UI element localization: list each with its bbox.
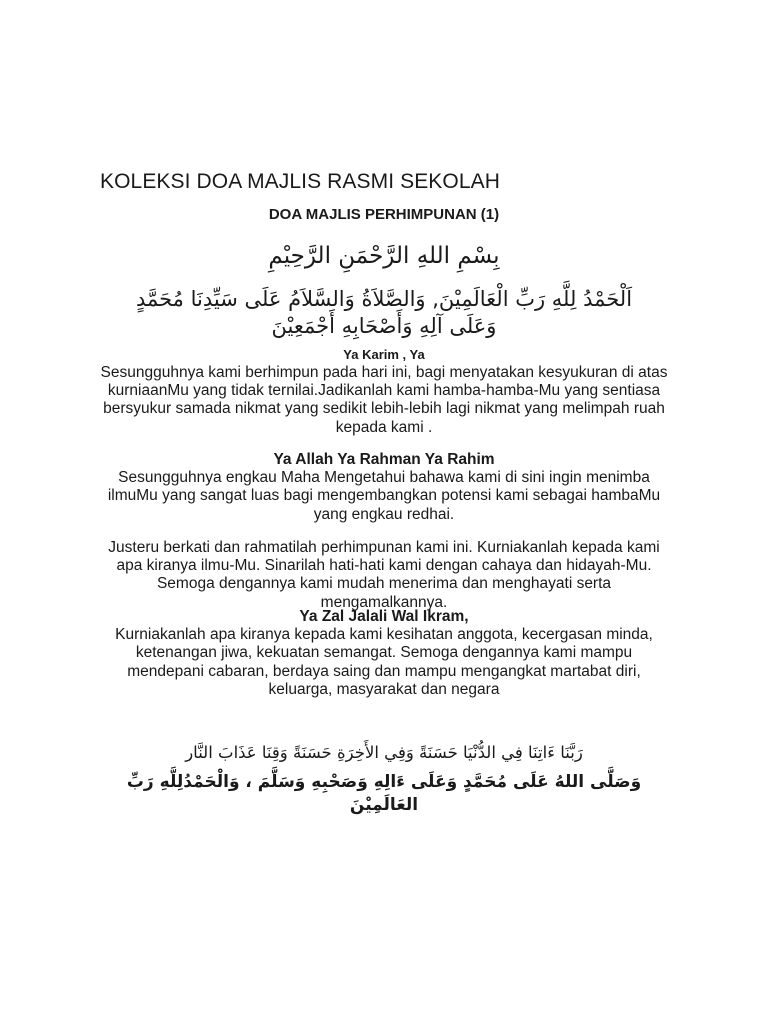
section-body: Sesungguhnya kami berhimpun pada hari ini, bagi menyatakan kesyukuran di atas kurniaanMu yang tidak ternilai.Jadikanlah kami hamba-hamba-Mu yang sentiasa bersyukur samada nikmat yang sedikit lebih-lebih lagi nikmat yang melimpah ruah kepada kami . [100, 364, 668, 436]
closing-arabic-salawat: وَصَلَّى اللهُ عَلَى مُحَمَّدٍ وَعَلَى ءَالِهِ وَصَحْبِهِ وَسَلَّمَ ، وَالْحَمْدُلِلَّهِ رَبِّ العَالَمِيْنَ [126, 772, 642, 815]
opening-arabic-line-2: وَعَلَى آلِهِ وَأَصْحَابِهِ أَجْمَعِيْنَ [271, 314, 497, 338]
doa-subtitle: DOA MAJLIS PERHIMPUNAN (1) [268, 206, 500, 223]
section-body: Kurniakanlah apa kiranya kepada kami kesihatan anggota, kecergasan minda, ketenangan jiwa, kekuatan semangat. Semoga dengannya kami mampu mendepani cabaran, berdaya saing dan mampu mengangkat martabat diri, keluarga, masyarakat dan negara [115, 626, 653, 698]
page-title: KOLEKSI DOA MAJLIS RASMI SEKOLAH [100, 170, 500, 193]
doa-section-justeru [100, 539, 668, 612]
doa-section-ya-zal-jalali [100, 608, 668, 699]
section-heading: Ya Karim , Ya [343, 347, 425, 362]
doa-section-ya-allah [100, 451, 668, 524]
opening-arabic [90, 286, 678, 340]
closing-arabic-rabbana: رَبَّنَا ءَاتِنَا فِي الدُّنْيَا حَسَنَةً وَفِي الأَخِرَةِ حَسَنَةً وَقِنَا عَذَابَ النَّار [185, 743, 583, 762]
basmalah-arabic: بِسْمِ اللهِ الرَّحْمَنِ الرَّحِيْمِ [268, 243, 500, 269]
section-body: Sesungguhnya engkau Maha Mengetahui bahawa kami di sini ingin menimba ilmuMu yang sangat luas bagi mengembangkan potensi kami sebagai hambaMu yang engkau redhai. [107, 469, 661, 523]
doa-section-ya-karim [100, 346, 668, 437]
section-body: Justeru berkati dan rahmatilah perhimpunan kami ini. Kurniakanlah kepada kami apa kiranya ilmu-Mu. Sinarilah hati-hati kami dengan cahaya dan hidayah-Mu. Semoga dengannya kami mudah menerima dan menghayati serta mengamalkannya. [108, 539, 660, 611]
opening-arabic-line-1: اَلْحَمْدُ لِلَّهِ رَبِّ الْعَالَمِيْنَ, وَالصَّلاَةُ وَالسَّلاَمُ عَلَى سَيِّدِنَا مُحَمَّدٍ [135, 287, 633, 311]
section-heading: Ya Allah Ya Rahman Ya Rahim [273, 451, 495, 468]
section-heading: Ya Zal Jalali Wal Ikram, [299, 608, 469, 625]
